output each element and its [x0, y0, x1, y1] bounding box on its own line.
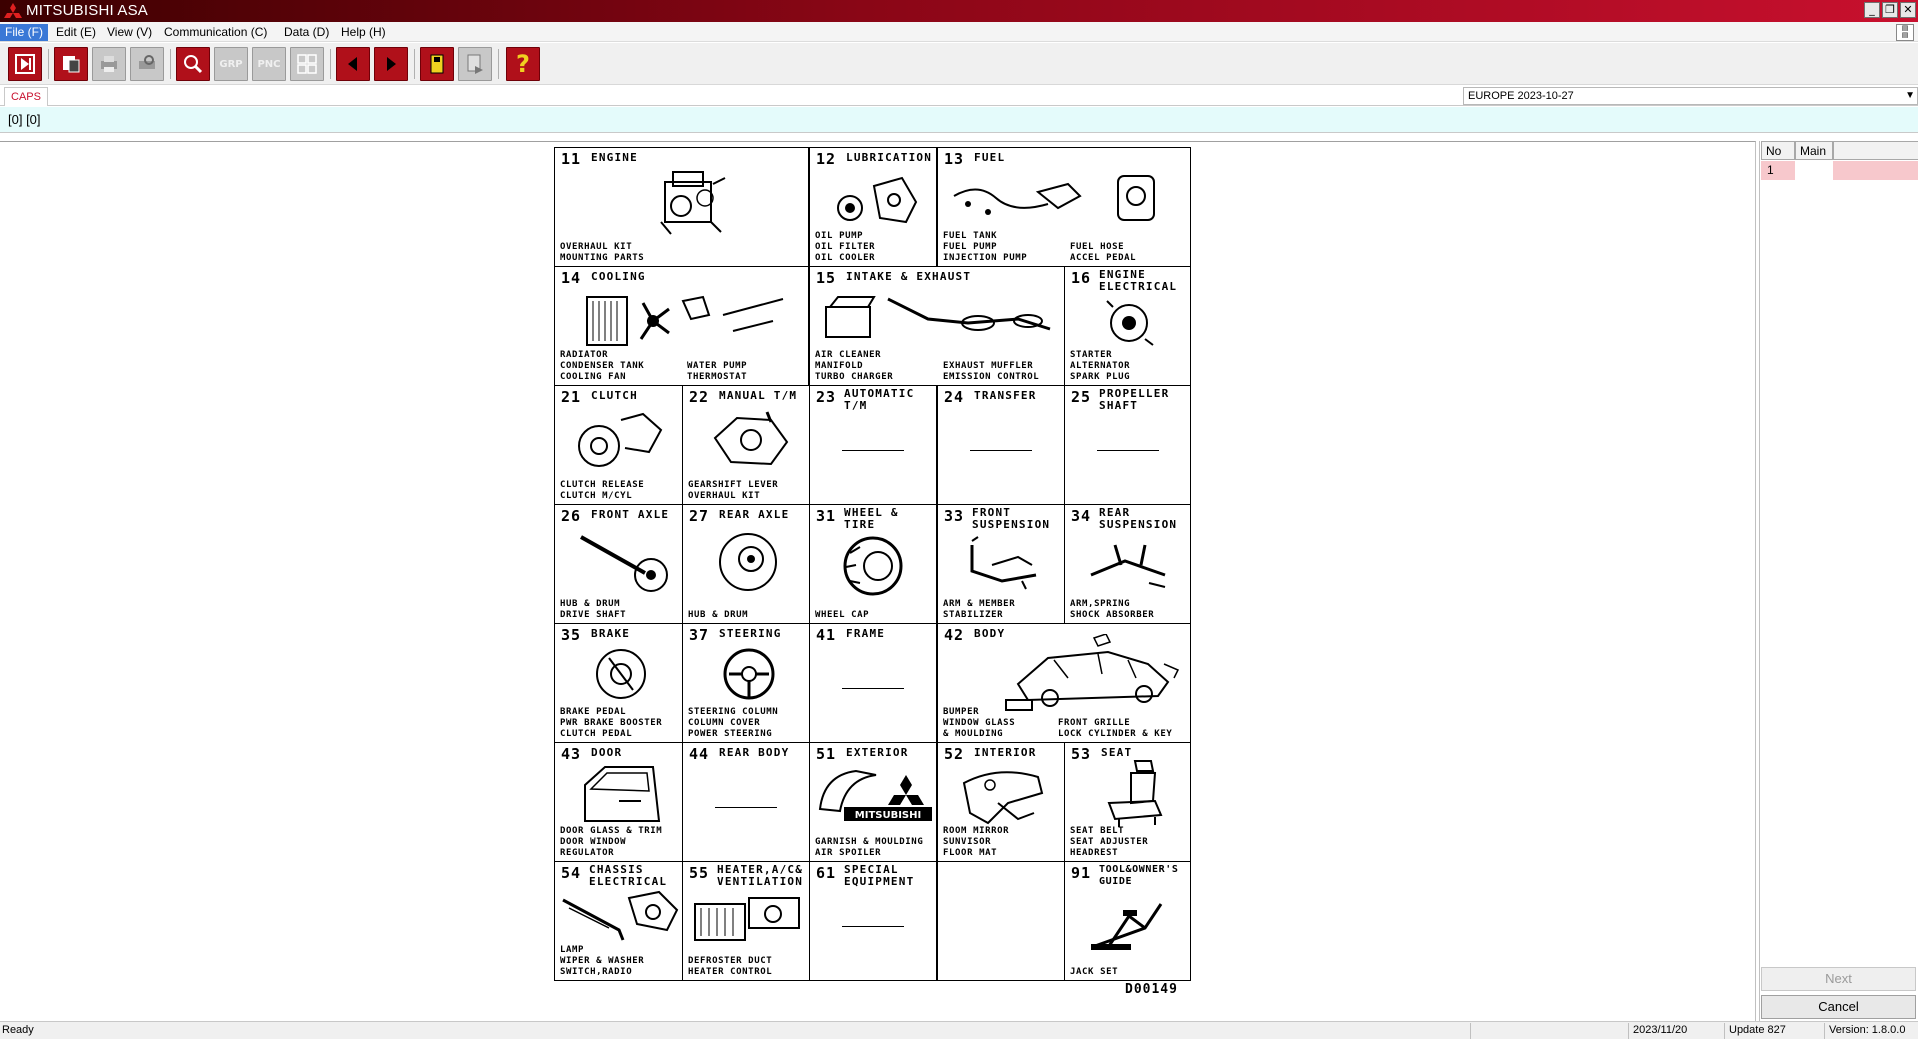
group-37-steering[interactable]: 37 STEERING STEERING COLUMN COLUMN COVER POWER STEERING	[682, 623, 810, 743]
table-row-main[interactable]	[1795, 161, 1833, 180]
print-preview-icon	[135, 52, 159, 76]
arrow-left-icon	[343, 54, 363, 74]
tab-row	[0, 86, 1918, 106]
result-panel	[1759, 141, 1918, 1021]
column-header-blank	[1833, 141, 1918, 160]
print-preview-button[interactable]	[130, 47, 164, 81]
group-61-special-equipment[interactable]: 61 SPECIAL EQUIPMENT	[809, 861, 937, 981]
group-42-body[interactable]: 42 BODY BUMPER WINDOW GLASS & MOULDING FRONT GRILLE LOCK CYLINDER & KEY	[937, 623, 1191, 743]
region-select[interactable]	[1463, 87, 1918, 105]
group-11-engine[interactable]: 11 ENGINE OVERHAUL KIT MOUNTING PARTS	[554, 147, 809, 267]
steering-wheel-icon	[719, 644, 779, 704]
group-44-rear-body[interactable]: 44 REAR BODY	[682, 742, 810, 862]
group-43-door[interactable]: 43 DOOR DOOR GLASS & TRIM DOOR WINDOW REGULATOR	[554, 742, 683, 862]
group-24-transfer[interactable]: 24 TRANSFER	[937, 385, 1065, 505]
path-text: [0] [0]	[8, 112, 41, 127]
arrow-right-icon	[381, 54, 401, 74]
group-35-brake[interactable]: 35 BRAKE BRAKE PEDAL PWR BRAKE BOOSTER CLUTCH PEDAL	[554, 623, 683, 743]
printer-icon	[97, 52, 121, 76]
group-16-engine-electrical[interactable]: 16 ENGINE ELECTRICAL STARTER ALTERNATOR SPARK PLUG	[1064, 266, 1191, 386]
group-23-automatic-tm[interactable]: 23 AUTOMATIC T/M	[809, 385, 937, 505]
table-row-no[interactable]: 1	[1761, 161, 1795, 180]
column-header-no[interactable]: No	[1761, 141, 1795, 160]
diagram-code: D00149	[1125, 982, 1178, 997]
toolbar	[0, 43, 1918, 85]
group-34-rear-suspension[interactable]: 34 REAR SUSPENSION ARM,SPRING SHOCK ABSORBER	[1064, 504, 1191, 624]
svg-text:MITSUBISHI: MITSUBISHI	[854, 810, 922, 821]
catalog-icon	[59, 52, 83, 76]
group-grid	[554, 147, 1191, 981]
group-91-tool-owners-guide[interactable]: 91 TOOL&OWNER'S GUIDE JACK SET	[1064, 861, 1191, 981]
pnc-button[interactable]: PNC	[252, 47, 286, 81]
question-mark-icon: ?	[516, 50, 530, 78]
group-14-cooling[interactable]: 14 COOLING RADIATOR CONDENSER TANK COOLING FAN WATER PUMP THERMOSTAT	[554, 266, 809, 386]
menu-edit[interactable]: Edit (E)	[56, 25, 97, 39]
oil-pump-icon	[832, 172, 922, 228]
status-bar	[0, 1021, 1918, 1039]
back-button[interactable]	[336, 47, 370, 81]
group-33-front-suspension[interactable]: 33 FRONT SUSPENSION ARM & MEMBER STABILIZER	[937, 504, 1065, 624]
group-51-exterior[interactable]: 51 EXTERIOR MITSUBISHI GARNISH & MOULDING AIR SPOILER	[809, 742, 937, 862]
catalog-button[interactable]	[54, 47, 88, 81]
group-13-fuel[interactable]: 13 FUEL FUEL TANK FUEL PUMP INJECTION PUMP FUEL HOSE ACCEL PEDAL	[937, 147, 1191, 267]
jack-icon	[1085, 898, 1169, 954]
group-21-clutch[interactable]: 21 CLUTCH CLUTCH RELEASE CLUTCH M/CYL	[554, 385, 683, 505]
keyboard-icon[interactable]: ▤ ▤	[1896, 24, 1914, 41]
next-button[interactable]: Next	[1761, 967, 1916, 991]
clutch-icon	[573, 408, 669, 472]
forward-button[interactable]	[374, 47, 408, 81]
heater-unit-icon	[689, 892, 807, 948]
maximize-button[interactable]: ❐	[1882, 2, 1898, 18]
export-icon	[463, 52, 487, 76]
main-illustration-area	[0, 141, 1756, 1021]
brake-drum-icon	[713, 527, 783, 597]
export-button[interactable]	[458, 47, 492, 81]
zoom-search-button[interactable]	[176, 47, 210, 81]
grp-button[interactable]: GRP	[214, 47, 248, 81]
menu-communication[interactable]: Communication (C)	[164, 25, 268, 39]
exit-icon	[13, 52, 37, 76]
help-button[interactable]	[506, 47, 540, 81]
status-version: Version: 1.8.0.0	[1824, 1023, 1918, 1039]
close-button[interactable]: ✕	[1900, 2, 1916, 18]
group-52-interior[interactable]: 52 INTERIOR ROOM MIRROR SUNVISOR FLOOR MAT	[937, 742, 1065, 862]
grid-layout-icon	[295, 52, 319, 76]
title-bar	[0, 0, 1918, 22]
menu-data[interactable]: Data (D)	[284, 25, 330, 39]
gearbox-icon	[707, 408, 793, 472]
status-date: 2023/11/20	[1628, 1023, 1724, 1039]
group-31-wheel-tire[interactable]: 31 WHEEL & TIRE WHEEL CAP	[809, 504, 937, 624]
group-15-intake-exhaust[interactable]: 15 INTAKE & EXHAUST AIR CLEANER MANIFOLD TURBO CHARGER EXHAUST MUFFLER EMISSION CONTROL	[809, 266, 1065, 386]
axle-icon	[575, 529, 675, 593]
cancel-button[interactable]: Cancel	[1761, 995, 1916, 1019]
exterior-icon	[816, 765, 934, 825]
group-27-rear-axle[interactable]: 27 REAR AXLE HUB & DRUM	[682, 504, 810, 624]
status-text: Ready	[2, 1024, 34, 1036]
mitsubishi-logo-icon	[4, 3, 22, 19]
menu-help[interactable]: Help (H)	[341, 25, 386, 39]
door-icon	[579, 761, 665, 827]
car-body-icon	[998, 634, 1188, 714]
minimize-button[interactable]: _	[1864, 2, 1880, 18]
radiator-icon	[583, 291, 793, 351]
layout-button[interactable]	[290, 47, 324, 81]
path-bar	[0, 107, 1918, 133]
menu-view[interactable]: View (V)	[107, 25, 153, 39]
group-55-heater-ac-ventilation[interactable]: 55 HEATER,A/C& VENTILATION DEFROSTER DUCT HEATER CONTROL	[682, 861, 810, 981]
region-value: EUROPE 2023-10-27	[1468, 90, 1574, 102]
exit-button[interactable]	[8, 47, 42, 81]
chevron-down-icon: ▼	[1905, 90, 1915, 101]
rear-suspension-icon	[1085, 535, 1175, 593]
group-41-frame[interactable]: 41 FRAME	[809, 623, 937, 743]
table-row-rest[interactable]	[1833, 161, 1918, 180]
front-suspension-icon	[962, 535, 1046, 593]
status-update: Update 827	[1724, 1023, 1824, 1039]
save-document-icon	[425, 52, 449, 76]
status-pane-blank	[1470, 1023, 1628, 1039]
chassis-electrical-icon	[559, 890, 681, 946]
save-button[interactable]	[420, 47, 454, 81]
tab-caps[interactable]: CAPS	[4, 87, 48, 106]
dashboard-icon	[958, 763, 1048, 827]
alternator-icon	[1103, 297, 1157, 349]
engine-icon	[651, 164, 731, 242]
group-25-propeller-shaft[interactable]: 25 PROPELLER SHAFT	[1064, 385, 1191, 505]
menu-file[interactable]: File (F)	[0, 24, 48, 41]
menu-bar	[0, 22, 1918, 42]
group-22-manual-tm[interactable]: 22 MANUAL T/M GEARSHIFT LEVER OVERHAUL KIT	[682, 385, 810, 505]
brake-booster-icon	[591, 644, 651, 704]
group-54-chassis-electrical[interactable]: 54 CHASSIS ELECTRICAL LAMP WIPER & WASHER SWITCH,RADIO	[554, 861, 683, 981]
print-button[interactable]	[92, 47, 126, 81]
column-header-main[interactable]: Main	[1795, 141, 1833, 160]
window-title: MITSUBISHI ASA	[26, 2, 148, 19]
group-26-front-axle[interactable]: 26 FRONT AXLE HUB & DRUM DRIVE SHAFT	[554, 504, 683, 624]
intake-exhaust-icon	[818, 289, 1058, 345]
tire-icon	[840, 533, 906, 599]
group-empty	[937, 861, 1065, 981]
group-12-lubrication[interactable]: 12 LUBRICATION OIL PUMP OIL FILTER OIL COOLER	[809, 147, 937, 267]
fuel-system-icon	[948, 168, 1184, 236]
seat-icon	[1101, 757, 1171, 829]
group-53-seat[interactable]: 53 SEAT SEAT BELT SEAT ADJUSTER HEADREST	[1064, 742, 1191, 862]
magnifier-icon	[181, 52, 205, 76]
